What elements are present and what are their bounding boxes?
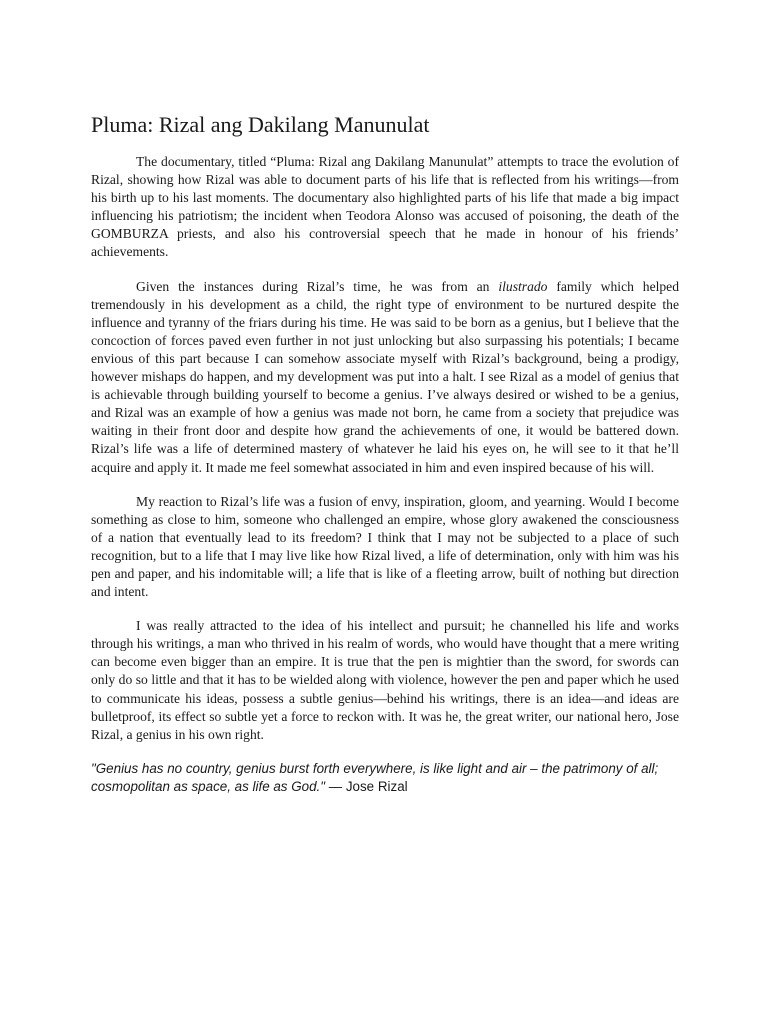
- paragraph-intellect-pursuit: I was really attracted to the idea of his intellect and pursuit; he channelled his life and works through his writings, a man who thrived in his realm of words, who would have thought that a mere writing can become even bigger than an empire. It is true that the pen is mightier than the sword, for swords can only do so little and that it has to be wielded along with violence, however the pen and paper which he used to communicate his ideas, possess a subtle genius—behind his writings, there is an idea—and ideas are bulletproof, its effect so subtle yet a force to reckon with. It was he, the great writer, our national hero, Jose Rizal, a genius in his own right.: [91, 618, 679, 742]
- document-page: [91, 112, 679, 796]
- paragraph-text-before: Given the instances during Rizal’s time, he was from an: [136, 278, 499, 294]
- paragraph-ilustrado-background: [91, 278, 679, 477]
- closing-quote: [91, 760, 679, 796]
- paragraph-italic-term: ilustrado: [498, 278, 548, 294]
- paragraph-reaction: My reaction to Rizal’s life was a fusion of envy, inspiration, gloom, and yearning. Would I become something as close to him, someone who challenged an empire, whose glory awakened the consciousness of a nation that eventually lead to its freedom? I think that I may not be subjected to a place of such recognition, but to a life that I may live like how Rizal lived, a life of determination, only with him was his pen and paper, and his indomitable will; a life that is like of a fleeting arrow, built of nothing but direction and intent.: [91, 493, 679, 600]
- document-title: Pluma: Rizal ang Dakilang Manunulat: [91, 112, 430, 137]
- paragraph-documentary-intro: The documentary, titled “Pluma: Rizal ang Dakilang Manunulat” attempts to trace the evolution of Rizal, showing how Rizal was able to document parts of his life that is reflected from his writings—from his birth up to his last moments. The documentary also highlighted parts of his life that made a big impact influencing his patriotism; the incident when Teodora Alonso was accused of poisoning, the death of the GOMBURZA priests, and also his controversial speech that he made in honour of his friends’ achievements.: [91, 154, 679, 260]
- paragraph-text-after: family which helped tremendously in his development as a child, the right type of environment to be nurtured despite the influence and tyranny of the friars during his time. He was said to be born as a genius, but I believe that the concoction of forces paved even further in not just unlocking but also surpassing his potentials; I became envious of this part because I can somehow associate myself with Rizal’s background, being a prodigy, however mishaps do happen, and my development was put into a halt. I see Rizal as a model of genius that is achievable through building yourself to become a genius. I’ve always desired or wished to be a genius, and Rizal was an example of how a genius was made not born, he came from a society that prejudice was waiting in their front door and despite how grand the achievements of one, it would be battered down. Rizal’s life was a life of determined mastery of whatever he laid his eyes on, he will see to it that he’ll acquire and apply it. It made me feel somewhat associated in him and even inspired because of his will.: [91, 278, 680, 475]
- quote-text: "Genius has no country, genius burst forth everywhere, is like light and air – the patrimony of all; cosmopolitan as space, as life as God.": [91, 760, 659, 794]
- quote-attribution: — Jose Rizal: [328, 778, 408, 794]
